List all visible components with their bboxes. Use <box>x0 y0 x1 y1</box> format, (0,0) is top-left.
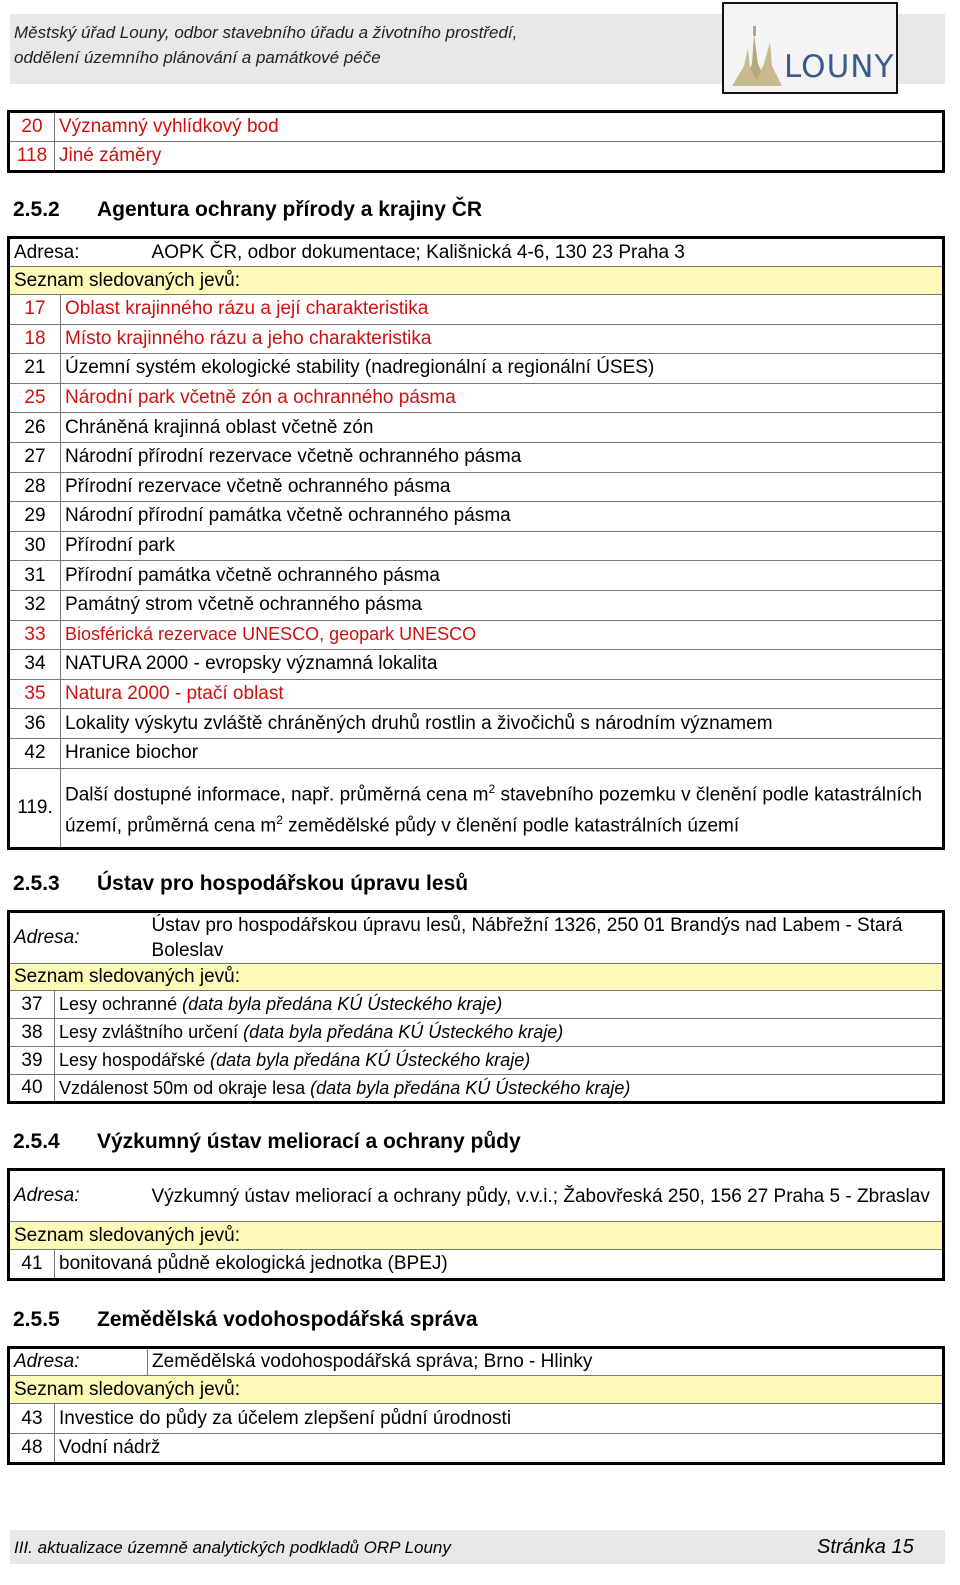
row-num: 26 <box>9 413 61 443</box>
row-text-part: stavebního pozemku v členění podle katastrálních území, průměrná cena m <box>65 784 922 836</box>
row-label: Národní přírodní rezervace včetně ochranného pásma <box>65 446 522 468</box>
row-text <box>55 1075 944 1103</box>
row-num: 29 <box>9 502 61 532</box>
zvhs-rows <box>9 1404 944 1464</box>
section-heading-2-5-5 <box>13 1308 478 1332</box>
address-value: Zemědělská vodohospodářská správa; Brno - Hlinky <box>148 1348 944 1376</box>
uhul-table <box>7 910 945 1104</box>
header-line-2: oddělení územního plánování a památkové péče <box>14 48 381 67</box>
list-label: Seznam sledovaných jevů: <box>9 267 944 295</box>
row-label: Přírodní rezervace včetně ochranného pásma <box>65 475 451 497</box>
louny-logo <box>722 2 898 94</box>
table-row <box>9 1075 944 1103</box>
row-text-part: Další dostupné informace, např. průměrná cena m <box>65 784 489 806</box>
section-number: 2.5.2 <box>13 198 60 221</box>
row-note: (data byla předána KÚ Ústeckého kraje) <box>210 1050 531 1070</box>
row-num: 35 <box>9 679 61 709</box>
table-row <box>9 991 944 1019</box>
section-title: Agentura ochrany přírody a krajiny ČR <box>97 198 483 221</box>
row-label: Národní přírodní památka včetně ochranného pásma <box>65 505 511 527</box>
table-row <box>9 383 944 413</box>
row-text <box>61 472 944 502</box>
row-text <box>61 442 944 472</box>
row-label: Chráněná krajinná oblast včetně zón <box>65 416 374 438</box>
row-num: 41 <box>9 1250 55 1280</box>
list-label-row <box>9 964 944 991</box>
list-label: Seznam sledovaných jevů: <box>9 1376 944 1404</box>
row-text <box>55 1250 944 1280</box>
row-text <box>61 590 944 620</box>
address-label <box>9 238 148 267</box>
row-label: bonitovaná půdně ekologická jednotka (BPEJ) <box>59 1253 448 1274</box>
top-table <box>7 110 945 173</box>
aopk-rows <box>9 295 944 769</box>
row-label: Lesy hospodářské <box>59 1050 206 1070</box>
row-num: 30 <box>9 531 61 561</box>
row-text <box>61 620 944 650</box>
address-row <box>9 1170 944 1222</box>
table-row <box>9 590 944 620</box>
row-num: 33 <box>9 620 61 650</box>
row-num: 25 <box>9 383 61 413</box>
row-text: Jiné záměry <box>55 142 944 172</box>
table-row <box>9 1019 944 1047</box>
address-label-text: Adresa: <box>14 241 80 263</box>
row-text <box>61 502 944 532</box>
uhul-rows <box>9 991 944 1103</box>
row-num: 37 <box>9 991 55 1019</box>
table-row <box>9 620 944 650</box>
row-label: Přírodní park <box>65 535 175 557</box>
row-label: Památný strom včetně ochranného pásma <box>65 594 422 616</box>
section-title: Výzkumný ústav meliorací a ochrany půdy <box>97 1130 521 1153</box>
section-number: 2.5.4 <box>13 1130 60 1153</box>
row-text <box>61 413 944 443</box>
address-value: Ústav pro hospodářskou úpravu lesů, Nábřežní 1326, 250 01 Brandýs nad Labem - Stará Boleslav <box>148 912 944 964</box>
row-label: Přírodní památka včetně ochranného pásma <box>65 564 440 586</box>
superscript: 2 <box>276 812 283 827</box>
list-label-row <box>9 1222 944 1250</box>
row-num: 118 <box>9 142 55 172</box>
address-value: Výzkumný ústav meliorací a ochrany půdy, v.v.i.; Žabovřeská 250, 156 27 Praha 5 - Zbraslav <box>148 1170 944 1222</box>
row-label: Místo krajinného rázu a jeho charakteristika <box>65 327 432 349</box>
row-text <box>61 383 944 413</box>
row-num: 48 <box>9 1434 55 1464</box>
row-num: 40 <box>9 1075 55 1103</box>
section-title: Zemědělská vodohospodářská správa <box>97 1308 478 1331</box>
row-text <box>55 991 944 1019</box>
table-row <box>9 561 944 591</box>
list-label-row <box>9 267 944 295</box>
row-num: 36 <box>9 709 61 739</box>
table-row <box>9 679 944 709</box>
row-label: Hranice biochor <box>65 742 199 764</box>
superscript: 2 <box>488 782 496 797</box>
header-line-1: Městský úřad Louny, odbor stavebního úřadu a životního prostředí, <box>14 23 518 42</box>
table-row <box>9 112 944 142</box>
row-num: 17 <box>9 295 61 325</box>
address-label: Adresa: <box>9 1170 148 1222</box>
address-label: Adresa: <box>9 1348 148 1376</box>
address-value: AOPK ČR, odbor dokumentace; Kališnická 4-6, 130 23 Praha 3 <box>148 238 944 267</box>
zvhs-table <box>7 1346 945 1465</box>
table-row <box>9 354 944 384</box>
row-num: 42 <box>9 738 61 768</box>
row-num: 20 <box>9 112 55 142</box>
section-number: 2.5.5 <box>13 1308 60 1331</box>
row-label: Lokality výskytu zvláště chráněných druhů rostlin a živočichů s národním významem <box>65 712 773 734</box>
row-label: Natura 2000 - ptačí oblast <box>65 683 284 705</box>
row-label: Územní systém ekologické stability (nadregionální a regionální ÚSES) <box>65 357 655 379</box>
table-row <box>9 295 944 325</box>
row-num: 31 <box>9 561 61 591</box>
list-label: Seznam sledovaných jevů: <box>9 1222 944 1250</box>
table-row <box>9 650 944 680</box>
table-row <box>9 502 944 532</box>
section-title: Ústav pro hospodářskou úpravu lesů <box>97 872 469 895</box>
row-label: Biosférická rezervace UNESCO, geopark UNESCO <box>65 624 477 645</box>
row-label: Národní park včetně zón a ochranného pásma <box>65 387 456 409</box>
row-num: 18 <box>9 324 61 354</box>
list-label: Seznam sledovaných jevů: <box>9 964 944 991</box>
row-num: 28 <box>9 472 61 502</box>
row-text <box>61 324 944 354</box>
table-row <box>9 442 944 472</box>
row-label: Oblast krajinného rázu a její charakteristika <box>65 298 429 320</box>
section-heading-2-5-4 <box>13 1130 521 1154</box>
address-row <box>9 912 944 964</box>
address-label: Adresa: <box>9 912 148 964</box>
row-text <box>55 1404 944 1434</box>
section-heading-2-5-3 <box>13 872 468 896</box>
row-num: 43 <box>9 1404 55 1434</box>
section-number: 2.5.3 <box>13 872 60 895</box>
list-label-row <box>9 1376 944 1404</box>
row-text-part: zemědělské půdy v členění podle katastrálních území <box>282 814 740 836</box>
address-row <box>9 1348 944 1376</box>
row-note: (data byla předána KÚ Ústeckého kraje) <box>182 994 503 1014</box>
row-label: Lesy ochranné <box>59 994 178 1014</box>
footer-page-number: Stránka 15 <box>817 1536 914 1558</box>
footer-document-title: III. aktualizace územně analytických podkladů ORP Louny <box>14 1538 451 1557</box>
row-text <box>61 354 944 384</box>
table-row <box>9 324 944 354</box>
vumop-rows <box>9 1250 944 1280</box>
table-row <box>9 1250 944 1280</box>
row-label: Lesy zvláštního určení <box>59 1022 239 1042</box>
row-num: 34 <box>9 650 61 680</box>
row-num: 27 <box>9 442 61 472</box>
row-num: 32 <box>9 590 61 620</box>
row-note: (data byla předána KÚ Ústeckého kraje) <box>310 1077 631 1098</box>
vumop-table <box>7 1168 945 1281</box>
table-row <box>9 1404 944 1434</box>
row-text <box>55 1047 944 1075</box>
row-text <box>61 295 944 325</box>
row-label: Vodní nádrž <box>59 1437 161 1458</box>
aopk-table <box>7 236 945 850</box>
table-row <box>9 531 944 561</box>
row-text <box>61 650 944 680</box>
address-row <box>9 238 944 267</box>
table-row <box>9 413 944 443</box>
row-label: Investice do půdy za účelem zlepšení půdní úrodnosti <box>59 1407 512 1429</box>
row-label: NATURA 2000 - evropsky významná lokalita <box>65 653 438 675</box>
table-row <box>9 142 944 172</box>
row-note: (data byla předána KÚ Ústeckého kraje) <box>243 1022 564 1042</box>
table-row <box>9 1047 944 1075</box>
section-heading-2-5-2 <box>13 198 482 222</box>
row-text <box>61 768 944 848</box>
row-text <box>61 738 944 768</box>
row-text: Významný vyhlídkový bod <box>55 112 944 142</box>
table-row <box>9 1434 944 1464</box>
row-text <box>61 709 944 739</box>
row-text <box>55 1019 944 1047</box>
table-row <box>9 768 944 848</box>
table-row <box>9 738 944 768</box>
row-num: 38 <box>9 1019 55 1047</box>
row-label: Vzdálenost 50m od okraje lesa <box>59 1077 306 1098</box>
row-text <box>61 561 944 591</box>
row-num: 39 <box>9 1047 55 1075</box>
header-text <box>14 20 517 70</box>
row-text <box>61 531 944 561</box>
table-row <box>9 472 944 502</box>
logo-text: LOUNY <box>784 49 895 85</box>
row-text <box>61 679 944 709</box>
row-text <box>55 1434 944 1464</box>
row-num: 21 <box>9 354 61 384</box>
table-row <box>9 709 944 739</box>
row-num: 119. <box>9 768 61 848</box>
